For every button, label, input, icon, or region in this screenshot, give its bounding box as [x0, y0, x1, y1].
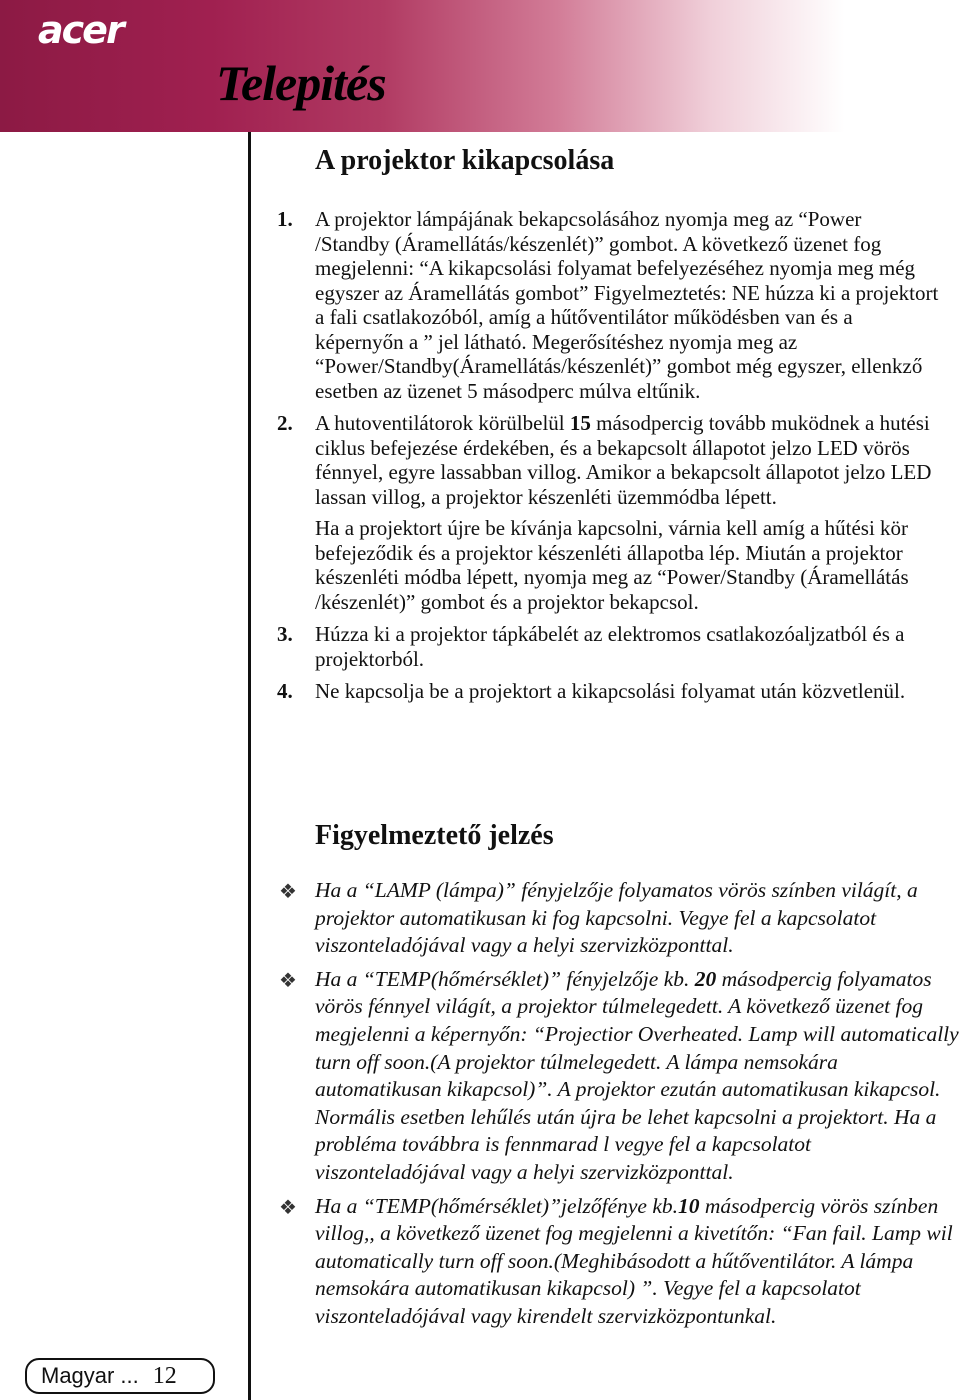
warning-extra-text: Normális esetben lehűlés után újra be lehet kapcsolni a projektort. Ha a probléma továbbra is fennmarad l vegye fel a kapcsolatot viszonteladójával vagy a helyi szervizközponttal. — [315, 1104, 937, 1184]
step-number: 3. — [277, 622, 293, 646]
warning-seconds-value: 10 — [678, 1193, 700, 1218]
step-1 — [277, 207, 940, 403]
page-number: 12 — [152, 1362, 177, 1389]
page-footer — [25, 1358, 215, 1394]
section-title-warning: Figyelmeztető jelzés — [315, 820, 554, 851]
step-text-part: másodpercig tovább muködnek a hutési ciklus befejezése érdekében, és a bekapcsolt állapotot jelzo LED vörös fénnyel, egyre lassabban villog. Amikor a bekapcsolt állapotot jelzo LED lassan villog, a projektor készenléti üzemmódba lépett. — [315, 411, 932, 509]
step-text: A projektor lámpájának bekapcsolásához nyomja meg az “Power /Standby (Áramellátás/készenlét)” gombot. A következő üzenet fog megjelenni: “A kikapcsolási folyamat befelyezéséhez nyomja meg még egyszer az Áramellátás gombot” Figyelmeztetés: NE húzza ki a projektort a fali csatlakozóból, amíg a hűtőventilátor működésben van és a képernyőn a ” jel látható. Megerősítéshez nyomja meg az “Power/Standby(Áramellátás/készenlét)” gombot még egyszer, ellenkző esetben az üzenet 5 másodperc múlva eltűnik. — [315, 207, 939, 403]
warning-item — [279, 1193, 960, 1331]
step-number: 2. — [277, 411, 293, 435]
warning-text-part: Ha a “TEMP(hőmérséklet)” fényjelzője kb. — [315, 966, 695, 991]
warning-text: Ha a “LAMP (lámpa)” fényjelzője folyamatos vörös színben világít, a projektor automatikusan ki fog kapcsolni. Vegye fel a kapcsolatot viszonteladójával vagy a helyi szervizközponttal. — [315, 878, 918, 958]
step-text: Húzza ki a projektor tápkábelét az elektromos csatlakozóaljzatból és a projektorból. — [315, 622, 905, 671]
acer-logo: acer — [38, 8, 123, 52]
step-text: Ne kapcsolja be a projektort a kikapcsolási folyamat után közvetlenül. — [315, 679, 906, 703]
step-seconds-value: 15 — [569, 411, 591, 435]
step-text — [315, 411, 940, 509]
section-title-shutdown: A projektor kikapcsolása — [315, 145, 615, 176]
step-extra-text: Ha a projektort újre be kívánja kapcsolni, várnia kell amíg a hűtési kör befejeződik és a projektor készenléti állapotba lép. Miután a projektor készenléti módba lépett, nyomja meg az “Power/Standby (Áramellátás /készenlét)” gombot és a projektor bekapcsol. — [315, 516, 909, 614]
diamond-bullet-icon: ❖ — [279, 879, 297, 903]
step-number: 4. — [277, 679, 293, 703]
header-band — [0, 0, 960, 132]
footer-language: Magyar — [41, 1363, 115, 1388]
warning-seconds-value: 20 — [694, 966, 717, 991]
step-text-part: A hutoventilátorok körülbelül — [315, 411, 570, 435]
chapter-title: Telepités — [216, 55, 386, 111]
warning-text-part: Ha a “TEMP(hőmérséklet)”jelzőfénye kb. — [315, 1193, 679, 1218]
diamond-bullet-icon: ❖ — [279, 967, 297, 992]
step-3 — [277, 622, 940, 671]
shutdown-steps-list — [277, 207, 940, 712]
footer-separator: ... — [120, 1363, 139, 1388]
margin-rule — [248, 132, 251, 1400]
step-number: 1. — [277, 207, 293, 231]
warning-list — [279, 877, 960, 1337]
warning-text-part: másodpercig vörös színben villog,, a következő üzenet fog megjelenni a kivetítőn: “Fan fail. Lamp wil automatically turn off soon.(Meghibásodott a hűtőventilátor. A lámpa nemsokára automatikusan kikapcsol) ”. Vegye fel a kapcsolatot viszonteladójával vagy kirendelt szervizközpontunkal. — [315, 1193, 953, 1328]
warning-text-part: másodpercig folyamatos vörös fénnyel világít, a projektor túlmelegedett. A következő üzenet fog megjelenni a képernyőn: “Projectior Overheated. Lamp will automatically turn off soon.(A projektor túlmelegedett. A lámpa nemsokára automatikusan kikapcsol)”. A projektor ezután automatikusan kikapcsol. — [315, 966, 959, 1102]
warning-item — [279, 966, 960, 1187]
step-4 — [277, 679, 940, 704]
warning-text — [315, 1193, 960, 1331]
step-2 — [277, 411, 940, 614]
warning-text — [315, 966, 960, 1104]
diamond-bullet-icon: ❖ — [279, 1194, 297, 1219]
warning-item — [279, 877, 960, 960]
